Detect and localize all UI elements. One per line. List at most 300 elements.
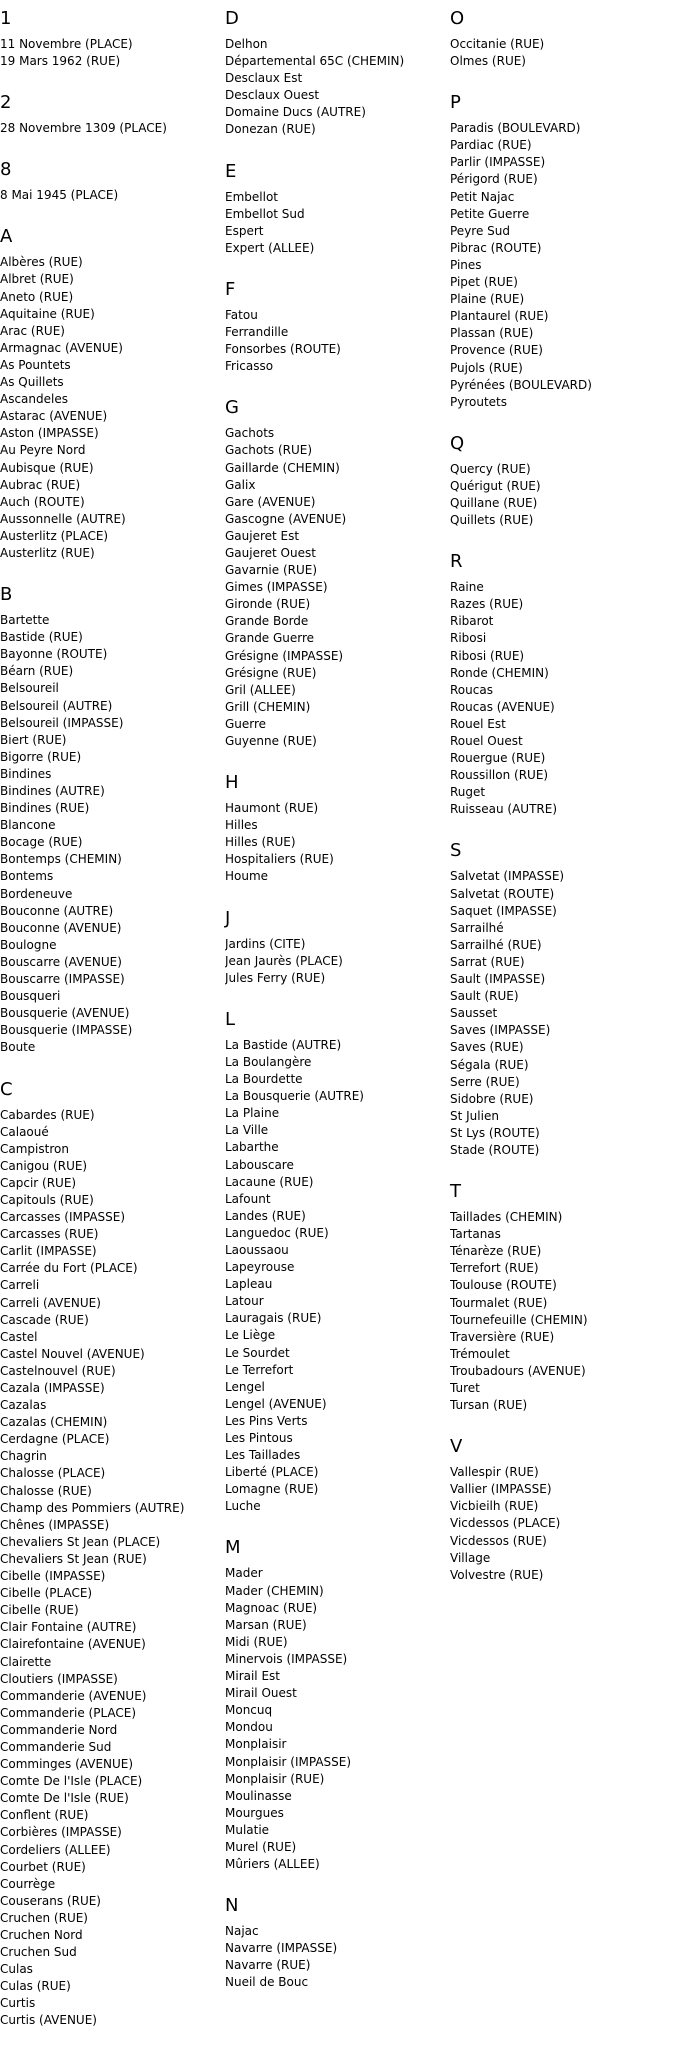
street-item[interactable]: Haumont (RUE) <box>225 801 319 816</box>
street-item[interactable]: Domaine Ducs (AUTRE) <box>225 105 366 120</box>
street-item[interactable]: La Boulangère <box>225 1054 312 1069</box>
street-item[interactable]: Capcir (RUE) <box>0 1175 77 1190</box>
street-item[interactable]: Ferrandille <box>225 325 289 340</box>
street-item[interactable]: Bigorre (RUE) <box>0 749 82 764</box>
street-item[interactable]: Bouscarre (AVENUE) <box>0 954 122 969</box>
street-item[interactable]: Luche <box>225 1499 261 1514</box>
street-item[interactable]: Les Taillades <box>225 1448 301 1463</box>
street-item[interactable]: Sarrailhé (RUE) <box>450 937 542 952</box>
street-item[interactable]: Courbet (RUE) <box>0 1859 86 1874</box>
street-item[interactable]: Arac (RUE) <box>0 323 65 338</box>
street-item[interactable]: Jules Ferry (RUE) <box>225 970 326 985</box>
street-item[interactable]: Commanderie Nord <box>0 1722 118 1737</box>
street-item[interactable]: Galix <box>225 477 256 492</box>
street-item[interactable]: St Lys (ROUTE) <box>450 1125 540 1140</box>
street-item[interactable]: Languedoc (RUE) <box>225 1225 329 1240</box>
street-item[interactable]: Lafount <box>225 1191 271 1206</box>
street-item[interactable]: Grésigne (IMPASSE) <box>225 648 344 663</box>
street-item[interactable]: Rouel Est <box>450 716 506 731</box>
street-item[interactable]: Embellot <box>225 189 278 204</box>
street-item[interactable]: Clairefontaine (AVENUE) <box>0 1637 146 1652</box>
street-item[interactable]: La Plaine <box>225 1106 280 1121</box>
street-item[interactable]: Aquitaine (RUE) <box>0 306 95 321</box>
street-item[interactable]: Carrée du Fort (PLACE) <box>0 1261 138 1276</box>
street-item[interactable]: Moncuq <box>225 1703 273 1718</box>
street-item[interactable]: Saves (IMPASSE) <box>450 1023 551 1038</box>
street-item[interactable]: Sault (IMPASSE) <box>450 972 546 987</box>
street-item[interactable]: Donezan (RUE) <box>225 122 316 137</box>
street-item[interactable]: Mirail Ouest <box>225 1686 297 1701</box>
street-item[interactable]: Lauragais (RUE) <box>225 1311 322 1326</box>
street-item[interactable]: Rouel Ouest <box>450 734 523 748</box>
street-item[interactable]: Delhon <box>225 37 268 51</box>
street-item[interactable]: Commanderie (PLACE) <box>0 1705 137 1720</box>
street-item[interactable]: Serre (RUE) <box>450 1074 520 1089</box>
street-item[interactable]: Béarn (RUE) <box>0 664 74 679</box>
street-item[interactable]: Périgord (RUE) <box>450 172 538 187</box>
street-item[interactable]: Ronde (CHEMIN) <box>450 665 549 680</box>
street-item[interactable]: Ruget <box>450 785 486 800</box>
street-item[interactable]: Comte De l'Isle (RUE) <box>0 1791 129 1806</box>
street-item[interactable]: Razes (RUE) <box>450 597 524 612</box>
street-item[interactable]: Mûriers (ALLEE) <box>225 1857 320 1872</box>
street-item[interactable]: Hilles <box>225 818 258 833</box>
street-item[interactable]: Troubadours (AVENUE) <box>450 1363 586 1378</box>
street-item[interactable]: Bousqueri <box>0 989 61 1004</box>
street-item[interactable]: Astarac (AVENUE) <box>0 409 108 424</box>
letter-section <box>0 159 218 204</box>
street-item[interactable]: Petit Najac <box>450 189 515 204</box>
street-item[interactable]: Murel (RUE) <box>225 1839 297 1854</box>
street-item[interactable]: Corbières (IMPASSE) <box>0 1825 122 1840</box>
section-heading: A <box>0 226 13 248</box>
street-item[interactable]: Desclaux Ouest <box>225 88 320 103</box>
street-item[interactable]: Auch (ROUTE) <box>0 494 85 509</box>
street-item[interactable]: Salvetat (ROUTE) <box>450 886 555 901</box>
street-item[interactable]: Nueil de Bouc <box>225 1975 309 1990</box>
street-item[interactable]: La Bourdette <box>225 1072 303 1087</box>
section-heading: 1 <box>0 8 12 29</box>
street-item[interactable]: Magnoac (RUE) <box>225 1600 318 1615</box>
street-item[interactable]: Pujols (RUE) <box>450 360 523 375</box>
street-item[interactable]: Jean Jaurès (PLACE) <box>225 953 343 968</box>
street-item[interactable]: Tourmalet (RUE) <box>450 1295 548 1310</box>
street-item[interactable]: Liberté (PLACE) <box>225 1465 319 1480</box>
street-item[interactable]: Armagnac (AVENUE) <box>0 340 123 355</box>
street-item[interactable]: Vicbieilh (RUE) <box>450 1499 539 1514</box>
street-item[interactable]: Ribosi (RUE) <box>450 648 525 663</box>
street-item[interactable]: Volvestre (RUE) <box>450 1567 544 1582</box>
street-item[interactable]: Pardiac (RUE) <box>450 138 532 153</box>
street-item[interactable]: Albères (RUE) <box>0 255 83 270</box>
street-item[interactable]: Quercy (RUE) <box>450 461 531 476</box>
letter-section <box>450 92 668 411</box>
street-item[interactable]: Petite Guerre <box>450 206 530 221</box>
street-item[interactable]: Bayonne (ROUTE) <box>0 647 108 662</box>
street-item[interactable]: Grande Borde <box>225 614 309 629</box>
street-list <box>225 307 443 375</box>
street-item[interactable]: Mondou <box>225 1720 273 1735</box>
street-item[interactable]: Boulogne <box>0 937 57 952</box>
street-item[interactable]: Cibelle (IMPASSE) <box>0 1569 106 1584</box>
street-item[interactable]: Roucas <box>450 682 493 697</box>
street-item[interactable]: Boute <box>0 1040 36 1055</box>
street-item[interactable]: Curtis (AVENUE) <box>0 2013 97 2028</box>
street-item[interactable]: Cerdagne (PLACE) <box>0 1432 110 1447</box>
street-item[interactable]: 8 Mai 1945 (PLACE) <box>0 188 119 203</box>
street-item[interactable]: Bindines (AUTRE) <box>0 784 105 798</box>
letter-section <box>225 1537 443 1873</box>
letter-section <box>225 8 443 139</box>
street-item[interactable]: Chalosse (PLACE) <box>0 1466 106 1481</box>
section-heading: M <box>225 1537 241 1559</box>
street-item[interactable]: Cascade (RUE) <box>0 1312 89 1327</box>
street-item[interactable]: Mader (CHEMIN) <box>225 1583 324 1598</box>
street-item[interactable]: Aubisque (RUE) <box>0 460 94 475</box>
street-item[interactable]: Occitanie (RUE) <box>450 37 545 51</box>
street-item[interactable]: Lapeyrouse <box>225 1260 295 1275</box>
street-item[interactable]: Chagrin <box>0 1449 47 1464</box>
street-item[interactable]: Desclaux Est <box>225 71 303 86</box>
street-item[interactable]: Vicdessos (PLACE) <box>450 1516 561 1531</box>
street-item[interactable]: Mirail Est <box>225 1669 280 1684</box>
street-item[interactable]: Le Liège <box>225 1328 276 1343</box>
street-item[interactable]: Laoussaou <box>225 1242 289 1257</box>
street-item[interactable]: Provence (RUE) <box>450 343 543 358</box>
street-item[interactable]: Austerlitz (PLACE) <box>0 528 109 543</box>
street-item[interactable]: Guerre <box>225 716 267 731</box>
street-item[interactable]: Lapleau <box>225 1277 273 1292</box>
street-item[interactable]: Lengel <box>225 1379 265 1394</box>
street-item[interactable]: Grill (CHEMIN) <box>225 699 311 714</box>
street-item[interactable]: Courrège <box>0 1876 56 1891</box>
street-item[interactable]: Sausset <box>450 1006 498 1021</box>
street-item[interactable]: Espert <box>225 223 264 238</box>
street-list <box>225 36 443 139</box>
street-item[interactable]: Gaillarde (CHEMIN) <box>225 460 340 475</box>
street-item[interactable]: Peyre Sud <box>450 223 510 238</box>
street-item[interactable]: Salvetat (IMPASSE) <box>450 869 565 884</box>
street-item[interactable]: Pyrénées (BOULEVARD) <box>450 377 592 392</box>
street-item[interactable]: Aubrac (RUE) <box>0 477 81 492</box>
street-item[interactable]: Les Pintous <box>225 1431 293 1445</box>
street-item[interactable]: Gril (ALLEE) <box>225 682 296 697</box>
street-item[interactable]: Bindines (RUE) <box>0 801 90 816</box>
street-item[interactable]: Le Terrefort <box>225 1362 294 1377</box>
street-item[interactable]: Latour <box>225 1294 264 1309</box>
street-item[interactable]: Najac <box>225 1924 259 1939</box>
section-heading: C <box>0 1078 13 1100</box>
street-item[interactable]: Traversière (RUE) <box>450 1329 555 1344</box>
street-item[interactable]: Commanderie Sud <box>0 1739 112 1754</box>
street-list <box>450 1464 668 1584</box>
street-item[interactable]: Vallespir (RUE) <box>450 1465 539 1480</box>
street-list <box>0 1107 218 2030</box>
street-item[interactable]: Sault (RUE) <box>450 989 519 1004</box>
street-item[interactable]: Clair Fontaine (AUTRE) <box>0 1620 137 1635</box>
street-item[interactable]: Ténarèze (RUE) <box>450 1244 542 1259</box>
street-item[interactable]: Tournefeuille (CHEMIN) <box>450 1312 588 1327</box>
street-item[interactable]: As Quillets <box>0 375 64 390</box>
street-item[interactable]: Bousquerie (AVENUE) <box>0 1006 130 1021</box>
street-item[interactable]: Le Sourdet <box>225 1345 290 1360</box>
street-item[interactable]: Cabardes (RUE) <box>0 1107 95 1122</box>
street-list <box>225 189 443 257</box>
letter-section <box>450 840 668 1159</box>
street-item[interactable]: Calaoué <box>0 1124 49 1139</box>
street-item[interactable]: Navarre (RUE) <box>225 1958 311 1973</box>
street-item[interactable]: Ruisseau (AUTRE) <box>450 802 558 817</box>
street-item[interactable]: Sarrailhé <box>450 920 504 935</box>
letter-section <box>225 397 443 750</box>
street-item[interactable]: Stade (ROUTE) <box>450 1142 540 1157</box>
street-item[interactable]: Biert (RUE) <box>0 732 67 747</box>
street-item[interactable]: Mulatie <box>225 1822 270 1837</box>
street-item[interactable]: Mader <box>225 1566 263 1581</box>
street-item[interactable]: Capitouls (RUE) <box>0 1192 94 1207</box>
street-item[interactable]: Roussillon (RUE) <box>450 768 549 783</box>
column-2 <box>225 8 443 2014</box>
street-list <box>0 254 218 562</box>
street-item[interactable]: Ribarot <box>450 614 494 629</box>
letter-section <box>450 1436 668 1584</box>
street-item[interactable]: Cibelle (RUE) <box>0 1603 79 1618</box>
street-item[interactable]: Turet <box>450 1381 480 1395</box>
street-item[interactable]: Au Peyre Nord <box>0 443 86 458</box>
section-heading: L <box>225 1008 236 1030</box>
street-item[interactable]: Houme <box>225 869 269 884</box>
street-item[interactable]: Bocage (RUE) <box>0 835 83 850</box>
street-item[interactable]: Couserans (RUE) <box>0 1893 101 1908</box>
street-item[interactable]: Minervois (IMPASSE) <box>225 1651 348 1666</box>
letter-section <box>0 226 218 562</box>
street-item[interactable]: Gascogne (AVENUE) <box>225 511 347 526</box>
street-item[interactable]: Lomagne (RUE) <box>225 1482 319 1497</box>
street-item[interactable]: Culas <box>0 1962 33 1977</box>
street-item[interactable]: Aussonnelle (AUTRE) <box>0 511 126 526</box>
street-item[interactable]: Fatou <box>225 307 258 322</box>
letter-section <box>225 161 443 257</box>
street-item[interactable]: Grande Guerre <box>225 631 315 646</box>
street-item[interactable]: La Bousquerie (AUTRE) <box>225 1089 364 1104</box>
street-item[interactable]: Bousquerie (IMPASSE) <box>0 1023 133 1038</box>
street-item[interactable]: Hilles (RUE) <box>225 835 296 850</box>
street-item[interactable]: Toulouse (ROUTE) <box>450 1278 557 1293</box>
street-item[interactable]: Mourgues <box>225 1805 284 1820</box>
letter-section <box>450 8 668 70</box>
street-item[interactable]: Labouscare <box>225 1157 294 1172</box>
street-item[interactable]: Ribosi <box>450 631 487 646</box>
street-item[interactable]: Bouscarre (IMPASSE) <box>0 972 125 987</box>
street-item[interactable]: Curtis <box>0 1996 36 2011</box>
section-heading: E <box>225 160 237 182</box>
street-item[interactable]: Monplaisir <box>225 1737 287 1752</box>
street-item[interactable]: Terrefort (RUE) <box>450 1261 539 1276</box>
street-item[interactable]: Gachots (RUE) <box>225 443 313 458</box>
street-item[interactable]: Comte De l'Isle (PLACE) <box>0 1774 143 1789</box>
street-item[interactable]: Culas (RUE) <box>0 1979 71 1994</box>
street-item[interactable]: Sidobre (RUE) <box>450 1091 534 1106</box>
street-item[interactable]: Navarre (IMPASSE) <box>225 1941 338 1956</box>
street-item[interactable]: Chevaliers St Jean (PLACE) <box>0 1534 161 1549</box>
street-item[interactable]: Chênes (IMPASSE) <box>0 1517 110 1532</box>
street-item[interactable]: Olmes (RUE) <box>450 54 526 69</box>
letter-section <box>225 279 443 375</box>
street-item[interactable]: Landes (RUE) <box>225 1208 306 1223</box>
street-item[interactable]: Embellot Sud <box>225 206 305 221</box>
street-item[interactable]: Expert (ALLEE) <box>225 240 315 255</box>
street-item[interactable]: Quillets (RUE) <box>450 513 534 528</box>
street-item[interactable]: Quérigut (RUE) <box>450 478 541 493</box>
section-heading: G <box>225 397 239 419</box>
street-item[interactable]: As Pountets <box>0 357 71 372</box>
street-item[interactable]: Roucas (AVENUE) <box>450 699 555 714</box>
street-item[interactable]: Jardins (CITE) <box>225 936 306 951</box>
street-item[interactable]: Cordeliers (ALLEE) <box>0 1842 111 1857</box>
street-item[interactable]: Bastide (RUE) <box>0 630 83 645</box>
street-item[interactable]: Gaujeret Est <box>225 528 300 543</box>
street-item[interactable]: Plassan (RUE) <box>450 326 534 341</box>
street-item[interactable]: Canigou (RUE) <box>0 1158 88 1173</box>
street-list <box>450 868 668 1159</box>
street-item[interactable]: Gavarnie (RUE) <box>225 563 318 578</box>
street-item[interactable]: Saves (RUE) <box>450 1040 524 1055</box>
street-item[interactable]: Ségala (RUE) <box>450 1057 529 1072</box>
street-item[interactable]: Castel <box>0 1329 38 1344</box>
street-item[interactable]: Bindines <box>0 766 52 781</box>
street-item[interactable]: Moulinasse <box>225 1788 292 1803</box>
street-item[interactable]: Vallier (IMPASSE) <box>450 1482 552 1497</box>
street-item[interactable]: Départemental 65C (CHEMIN) <box>225 54 405 69</box>
street-item[interactable]: Plaine (RUE) <box>450 292 525 307</box>
street-item[interactable]: Guyenne (RUE) <box>225 734 317 748</box>
street-item[interactable]: Campistron <box>0 1141 69 1156</box>
street-item[interactable]: 11 Novembre (PLACE) <box>0 37 133 51</box>
street-item[interactable]: Gachots <box>225 426 275 441</box>
street-item[interactable]: Aneto (RUE) <box>0 289 74 304</box>
street-item[interactable]: Midi (RUE) <box>225 1634 288 1649</box>
street-item[interactable]: Champ des Pommiers (AUTRE) <box>0 1500 185 1515</box>
street-item[interactable]: Bouconne (AVENUE) <box>0 920 122 935</box>
street-item[interactable]: Bouconne (AUTRE) <box>0 903 114 918</box>
street-item[interactable]: Marsan (RUE) <box>225 1617 307 1632</box>
street-item[interactable]: Rouergue (RUE) <box>450 751 546 766</box>
street-item[interactable]: Blancone <box>0 818 56 833</box>
street-item[interactable]: Austerlitz (RUE) <box>0 545 95 560</box>
street-item[interactable]: Quillane (RUE) <box>450 495 538 510</box>
street-list <box>450 36 668 70</box>
street-item[interactable]: Les Pins Verts <box>225 1413 308 1428</box>
street-item[interactable]: Belsoureil <box>0 681 59 696</box>
street-item[interactable]: Plantaurel (RUE) <box>450 309 549 324</box>
street-item[interactable]: Tursan (RUE) <box>450 1398 528 1413</box>
street-item[interactable]: Gare (AVENUE) <box>225 494 316 509</box>
street-item[interactable]: Raine <box>450 580 484 595</box>
street-item[interactable]: Labarthe <box>225 1140 279 1155</box>
street-item[interactable]: Cloutiers (IMPASSE) <box>0 1671 118 1686</box>
street-item[interactable]: Carcasses (RUE) <box>0 1227 99 1242</box>
street-item[interactable]: Carcasses (IMPASSE) <box>0 1210 126 1225</box>
street-item[interactable]: Commanderie (AVENUE) <box>0 1688 147 1703</box>
street-item[interactable]: Conflent (RUE) <box>0 1808 89 1823</box>
street-item[interactable]: Carreli (AVENUE) <box>0 1295 101 1310</box>
section-heading: T <box>450 1181 461 1203</box>
street-item[interactable]: Fricasso <box>225 359 274 374</box>
street-item[interactable]: Lengel (AVENUE) <box>225 1396 327 1411</box>
column-3 <box>450 8 668 1606</box>
street-item[interactable]: Carlit (IMPASSE) <box>0 1244 97 1259</box>
street-item[interactable]: Cruchen Nord <box>0 1928 83 1942</box>
street-item[interactable]: Cibelle (PLACE) <box>0 1586 93 1601</box>
street-item[interactable]: Tartanas <box>450 1227 501 1242</box>
street-item[interactable]: Castelnouvel (RUE) <box>0 1363 116 1378</box>
street-item[interactable]: Aston (IMPASSE) <box>0 426 99 441</box>
street-item[interactable]: Belsoureil (AUTRE) <box>0 698 113 713</box>
street-item[interactable]: Bartette <box>0 613 50 628</box>
street-item[interactable]: Gironde (RUE) <box>225 597 311 612</box>
street-item[interactable]: Parlir (IMPASSE) <box>450 155 546 170</box>
street-item[interactable]: Comminges (AVENUE) <box>0 1757 134 1772</box>
street-item[interactable]: Taillades (CHEMIN) <box>450 1210 563 1225</box>
street-list <box>450 1209 668 1414</box>
column-1 <box>0 8 218 2052</box>
street-item[interactable]: Pibrac (ROUTE) <box>450 240 542 255</box>
street-item[interactable]: Bordeneuve <box>0 886 73 901</box>
street-item[interactable]: Castel Nouvel (AVENUE) <box>0 1346 145 1361</box>
street-list <box>450 120 668 411</box>
street-item[interactable]: St Julien <box>450 1108 499 1123</box>
street-item[interactable]: Cazalas (CHEMIN) <box>0 1415 108 1430</box>
street-item[interactable]: Hospitaliers (RUE) <box>225 852 334 867</box>
street-item[interactable]: Clairette <box>0 1654 52 1669</box>
street-item[interactable]: Cruchen Sud <box>0 1945 77 1960</box>
street-item[interactable]: Carreli <box>0 1278 40 1293</box>
street-item[interactable]: Cruchen (RUE) <box>0 1910 88 1925</box>
street-item[interactable]: Gaujeret Ouest <box>225 545 316 560</box>
street-item[interactable]: Monplaisir (IMPASSE) <box>225 1754 352 1769</box>
street-item[interactable]: 28 Novembre 1309 (PLACE) <box>0 121 167 136</box>
street-item[interactable]: Cazala (IMPASSE) <box>0 1381 105 1395</box>
street-item[interactable]: Paradis (BOULEVARD) <box>450 121 581 136</box>
street-item[interactable]: Chevaliers St Jean (RUE) <box>0 1551 147 1566</box>
street-item[interactable]: Fonsorbes (ROUTE) <box>225 342 341 357</box>
street-item[interactable]: La Bastide (AUTRE) <box>225 1037 342 1052</box>
street-item[interactable]: Bontemps (CHEMIN) <box>0 852 122 867</box>
street-item[interactable]: Gimes (IMPASSE) <box>225 580 328 595</box>
street-item[interactable]: Pyroutets <box>450 394 507 409</box>
street-item[interactable]: Monplaisir (RUE) <box>225 1771 325 1786</box>
street-item[interactable]: Pines <box>450 257 482 272</box>
street-item[interactable]: Lacaune (RUE) <box>225 1174 314 1189</box>
street-item[interactable]: Chalosse (RUE) <box>0 1483 92 1498</box>
section-heading: P <box>450 92 461 114</box>
street-item[interactable]: Belsoureil (IMPASSE) <box>0 715 124 730</box>
street-item[interactable]: La Ville <box>225 1123 269 1138</box>
street-item[interactable]: Ascandeles <box>0 392 68 407</box>
street-item[interactable]: 19 Mars 1962 (RUE) <box>0 54 121 69</box>
street-item[interactable]: Village <box>450 1550 491 1565</box>
street-item[interactable]: Saquet (IMPASSE) <box>450 903 557 918</box>
street-item[interactable]: Albret (RUE) <box>0 272 74 287</box>
street-item[interactable]: Cazalas <box>0 1398 47 1413</box>
street-item[interactable]: Trémoulet <box>450 1346 510 1361</box>
section-heading: R <box>450 551 463 573</box>
street-item[interactable]: Grésigne (RUE) <box>225 665 317 680</box>
street-item[interactable]: Sarrat (RUE) <box>450 954 525 969</box>
street-item[interactable]: Vicdessos (RUE) <box>450 1533 547 1548</box>
street-item[interactable]: Pipet (RUE) <box>450 275 518 290</box>
street-item[interactable]: Bontems <box>0 869 54 884</box>
